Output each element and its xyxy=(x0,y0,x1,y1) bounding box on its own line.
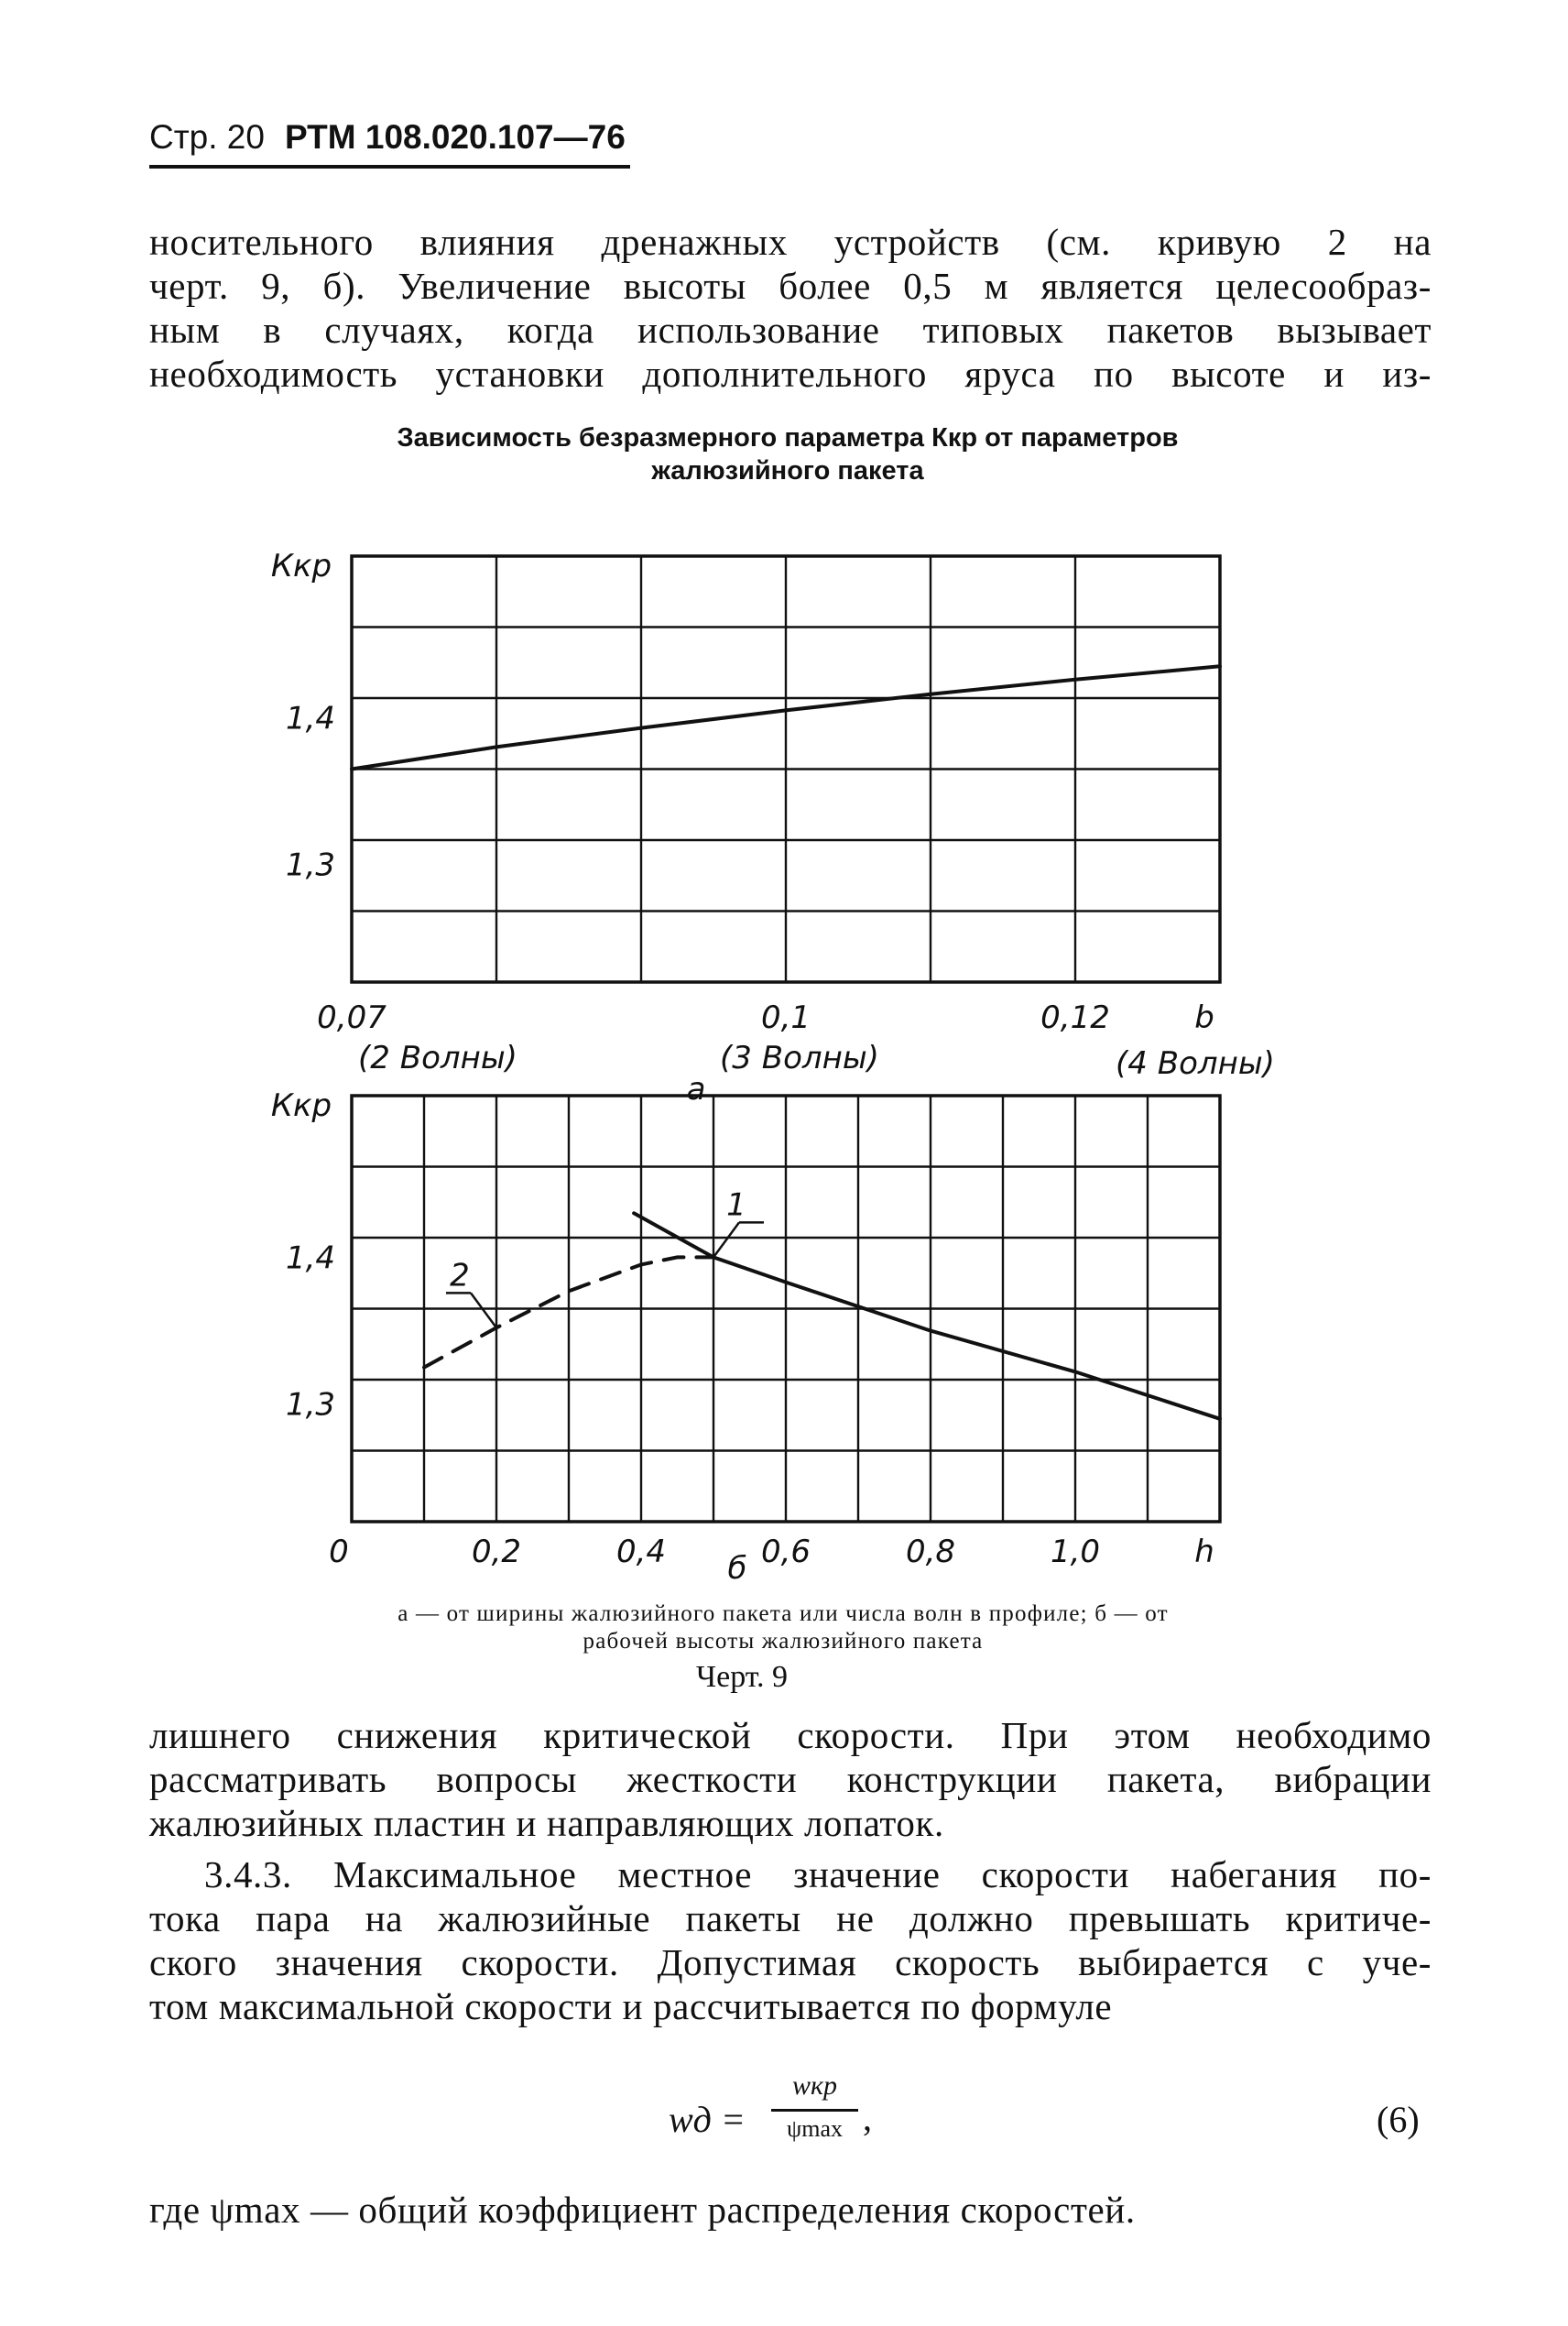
caption-line-2: рабочей высоты жалюзийного пакета xyxy=(583,1629,984,1654)
text-line: ского значения скорости. Допустимая скорость выбирается с уче- xyxy=(149,1941,1432,1983)
text-line: 3.4.3. Максимальное местное значение скорости набегания по- xyxy=(204,1853,1432,1895)
y-tick-label: 1,3 xyxy=(285,846,336,884)
formula-lhs: wд = xyxy=(669,2099,746,2140)
series-label-2: 2 xyxy=(450,1257,470,1294)
page-number: Стр. 20 xyxy=(149,118,265,156)
x-tick-sublabel: (2 Волны) xyxy=(358,1040,517,1076)
text-line: рассматривать вопросы жесткости конструкции пакета, вибрации xyxy=(149,1758,1432,1800)
text-line: лишнего снижения критической скорости. При этом необходимо xyxy=(149,1714,1432,1756)
formula-6 xyxy=(669,2070,943,2171)
x-tick-label: 0,07 xyxy=(317,999,387,1036)
text-line: жалюзийных пластин и направляющих лопаток. xyxy=(149,1802,944,1844)
callout-leader-1 xyxy=(713,1222,739,1257)
formula-numerator: wкр xyxy=(791,2070,838,2101)
y-tick-label: 1,4 xyxy=(285,700,336,737)
figure-number: Черт. 9 xyxy=(696,1660,789,1694)
x-tick-sublabel: (3 Волны) xyxy=(720,1040,879,1076)
where-line: где ψmax — общий коэффициент распределения скоростей. xyxy=(149,2189,1136,2231)
x-tick-label: 0,2 xyxy=(471,1534,522,1570)
figure-title-line-1: Зависимость безразмерного параметра Ккр от параметров xyxy=(397,423,1179,453)
paragraph-3 xyxy=(149,1852,1432,2028)
panel-label-a: а xyxy=(686,1071,706,1108)
text-line: необходимость установки дополнительного яруса по высоте и из- xyxy=(149,353,1432,395)
x-tick-label: 0,8 xyxy=(905,1534,956,1570)
chart-panel-b xyxy=(271,1087,1220,1587)
formula-comma: , xyxy=(863,2097,872,2138)
formula-denominator: ψmax xyxy=(786,2115,844,2142)
x-tick-sublabel: (4 Волны) xyxy=(1116,1045,1275,1082)
text-line: тока пара на жалюзийные пакеты не должно превышать критиче- xyxy=(149,1897,1432,1939)
x-tick-label: 0,6 xyxy=(760,1534,811,1570)
x-tick-label: 0,12 xyxy=(1040,999,1110,1036)
series-label-1: 1 xyxy=(726,1186,746,1224)
chart-panel-a xyxy=(271,548,1275,1108)
panel-label-b: б xyxy=(727,1550,747,1587)
y-tick-label: 1,4 xyxy=(285,1239,336,1277)
callout-leader-2 xyxy=(471,1293,496,1327)
x-tick-label: 0,1 xyxy=(760,999,811,1036)
x-axis-label: b xyxy=(1194,999,1214,1036)
x-tick-label: 0 xyxy=(329,1534,349,1570)
text-line: ным в случаях, когда использование типовых пакетов вызывает xyxy=(149,309,1432,351)
fraction-bar xyxy=(771,2109,858,2112)
y-tick-label: 1,3 xyxy=(285,1386,336,1424)
text-line: носительного влияния дренажных устройств (см. кривую 2 на xyxy=(149,221,1432,263)
formula-number: (6) xyxy=(1377,2099,1420,2140)
document-code: РТМ 108.020.107—76 xyxy=(284,118,626,156)
text-line: черт. 9, б). Увеличение высоты более 0,5 м является целесообраз- xyxy=(149,265,1432,307)
y-axis-label: Ккр xyxy=(270,1087,332,1124)
caption-line-1: а — от ширины жалюзийного пакета или числа волн в профиле; б — от xyxy=(397,1601,1169,1626)
figure-title-line-2: жалюзийного пакета xyxy=(651,456,924,486)
paragraph-2 xyxy=(149,1713,1432,1845)
y-axis-label: Ккр xyxy=(270,548,332,584)
x-axis-label: h xyxy=(1194,1534,1214,1570)
formula-fraction xyxy=(771,2070,858,2143)
text-line: том максимальной скорости и рассчитывается по формуле xyxy=(149,1985,1113,2027)
figure-caption xyxy=(183,1600,1383,1655)
x-tick-label: 0,4 xyxy=(615,1534,667,1570)
x-tick-label: 1,0 xyxy=(1050,1534,1101,1570)
